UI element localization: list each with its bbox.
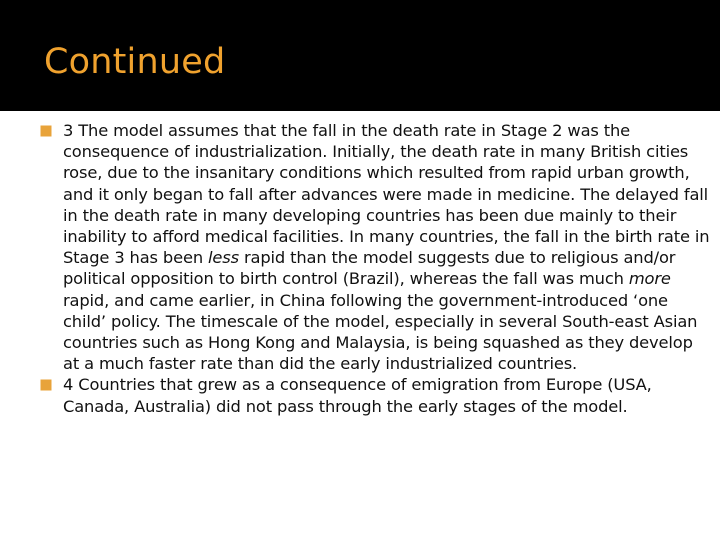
bullet-item bbox=[40, 374, 712, 416]
bullet-text-segment: rapid, and came earlier, in China following the government-introduced ‘one child’ policy. The timescale of the model, especially in several South-east Asian countries such as Hong Kong and Malaysia, is being squashed as they develop at a much faster rate than did the early industrialized countries. bbox=[63, 290, 698, 374]
bullet-text-emphasis: less bbox=[208, 248, 239, 268]
slide-title: Continued bbox=[44, 42, 226, 82]
bullet-item bbox=[40, 120, 712, 374]
bullet-text bbox=[63, 375, 652, 415]
title-bar bbox=[0, 0, 720, 111]
square-bullet-icon bbox=[40, 125, 52, 137]
bullet-text-segment: 3 The model assumes that the fall in the death rate in Stage 2 was the consequence of industrialization. Initially, the death rate in many British cities rose, due to the insanitary conditions which resulted from rapid urban growth, and it only began to fall after advances were made in medicine. The delayed fall in the death rate in many developing countries has been due mainly to their inability to afford medical facilities. In many countries, the fall in the birth rate in Stage 3 has been bbox=[63, 121, 710, 268]
bullet-text-segment: 4 Countries that grew as a consequence of emigration from Europe (USA, Canada, Australia) did not pass through the early stages of the model. bbox=[63, 375, 652, 416]
square-bullet-icon bbox=[40, 379, 52, 391]
bullet-text-emphasis: more bbox=[628, 269, 671, 289]
bullet-text-segment: rapid than the model suggests due to religious and/or political opposition to birth control (Brazil), whereas the fall was much bbox=[63, 248, 676, 289]
slide-content bbox=[40, 120, 712, 417]
bullet-text bbox=[63, 121, 709, 373]
